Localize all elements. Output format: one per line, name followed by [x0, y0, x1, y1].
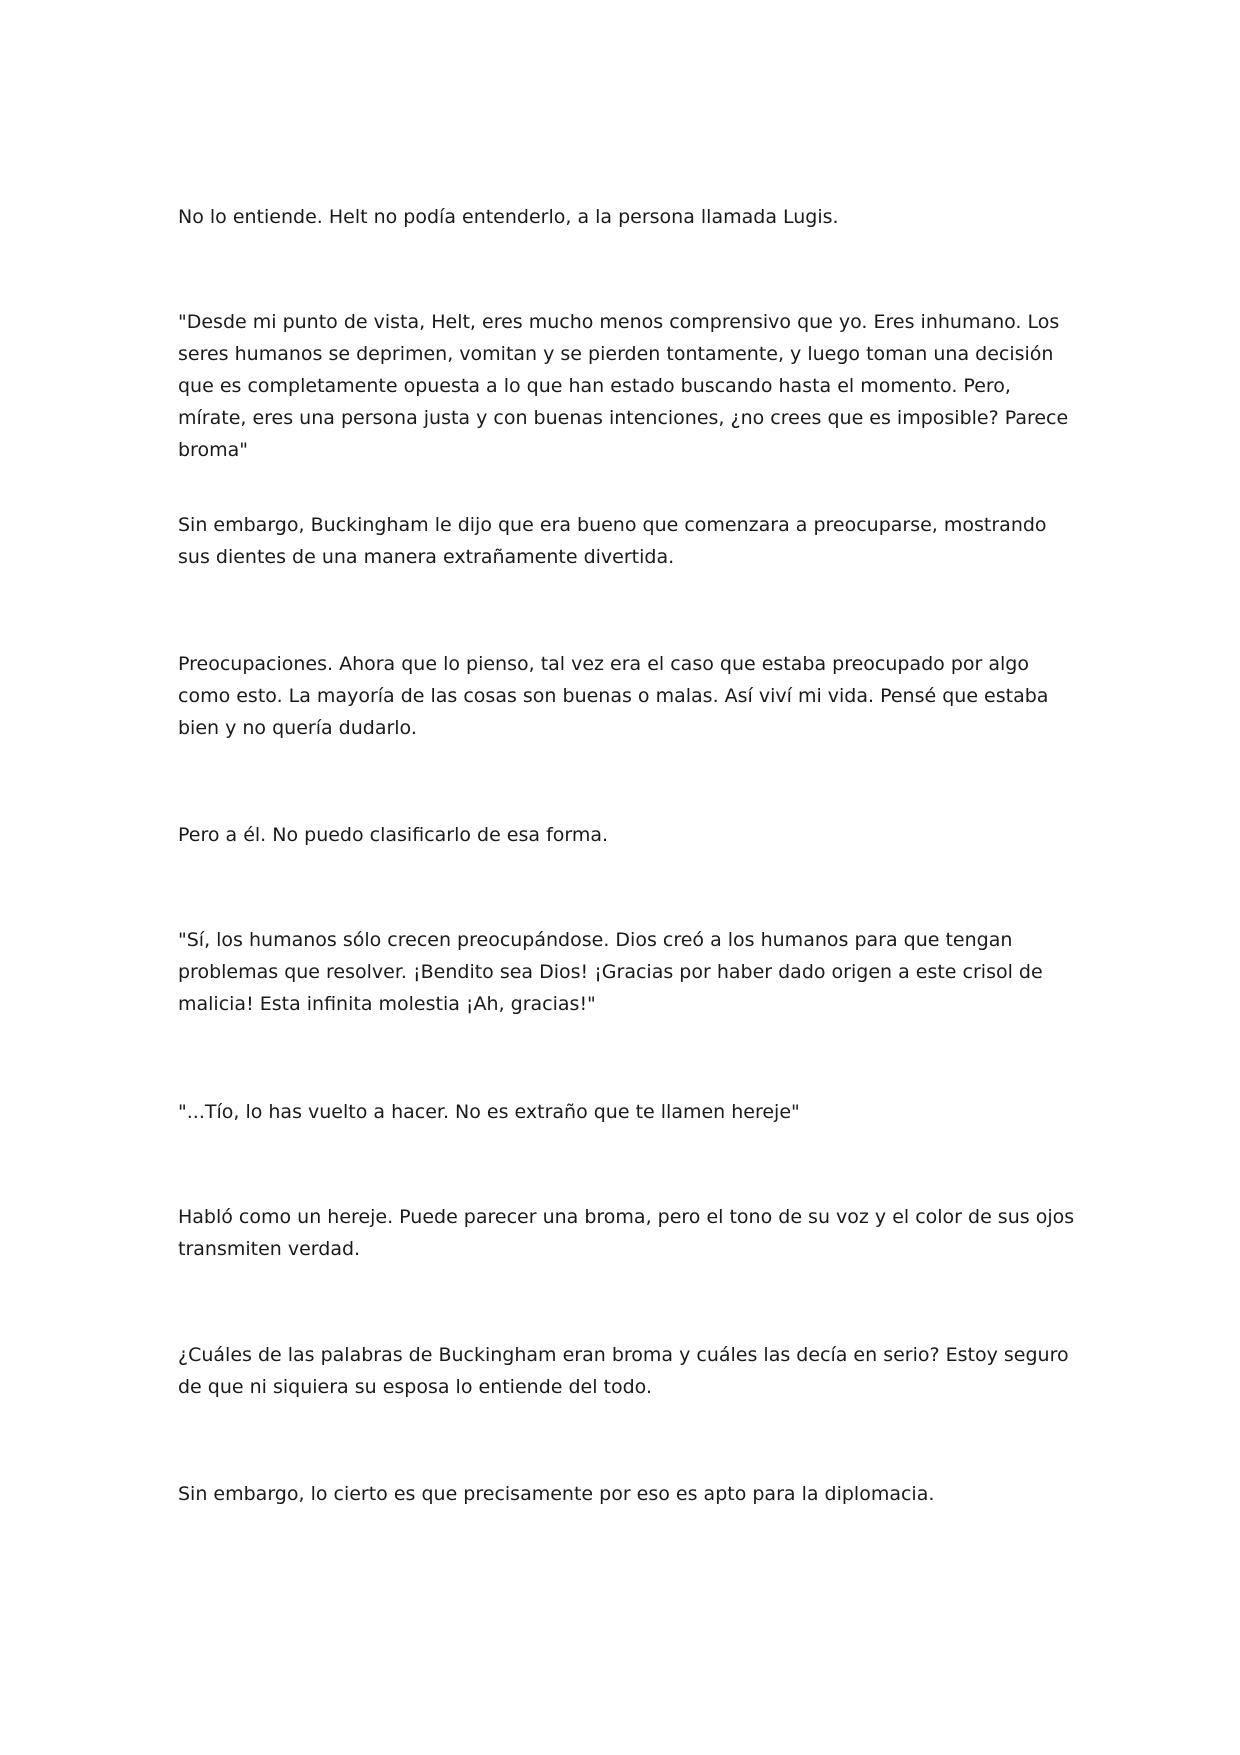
paragraph-2: "Desde mi punto de vista, Helt, eres mucho menos comprensivo que yo. Eres inhumano. Los seres humanos se deprimen, vomitan y se pierden tontamente, y luego toman una decisión que es completamente opuesta a lo que han estado buscando hasta el momento. Pero, mírate, eres una persona justa y con buenas intenciones, ¿no crees que es imposible? Parece broma"	[178, 311, 1069, 461]
paragraph-3: Sin embargo, Buckingham le dijo que era bueno que comenzara a preocuparse, mostrando sus dientes de una manera extrañamente divertida.	[178, 514, 1047, 568]
paragraph-10: Sin embargo, lo cierto es que precisamente por eso es apto para la diplomacia.	[178, 1483, 935, 1505]
paragraph-5: Pero a él. No puedo clasificarlo de esa forma.	[178, 824, 609, 846]
paragraph-1: No lo entiende. Helt no podía entenderlo, a la persona llamada Lugis.	[178, 206, 839, 228]
paragraph-8: Habló como un hereje. Puede parecer una broma, pero el tono de su voz y el color de sus ojos transmiten verdad.	[178, 1206, 1075, 1260]
paragraph-6: "Sí, los humanos sólo crecen preocupándose. Dios creó a los humanos para que tengan problemas que resolver. ¡Bendito sea Dios! ¡Gracias por haber dado origen a este crisol de malicia! Esta infinita molestia ¡Ah, gracias!"	[178, 929, 1043, 1015]
paragraph-4: Preocupaciones. Ahora que lo pienso, tal vez era el caso que estaba preocupado por algo como esto. La mayoría de las cosas son buenas o malas. Así viví mi vida. Pensé que estaba bien y no quería dudarlo.	[178, 653, 1049, 739]
paragraph-7: "...Tío, lo has vuelto a hacer. No es extraño que te llamen hereje"	[178, 1101, 800, 1123]
paragraph-9: ¿Cuáles de las palabras de Buckingham eran broma y cuáles las decía en serio? Estoy seguro de que ni siquiera su esposa lo entiende del todo.	[178, 1344, 1069, 1398]
